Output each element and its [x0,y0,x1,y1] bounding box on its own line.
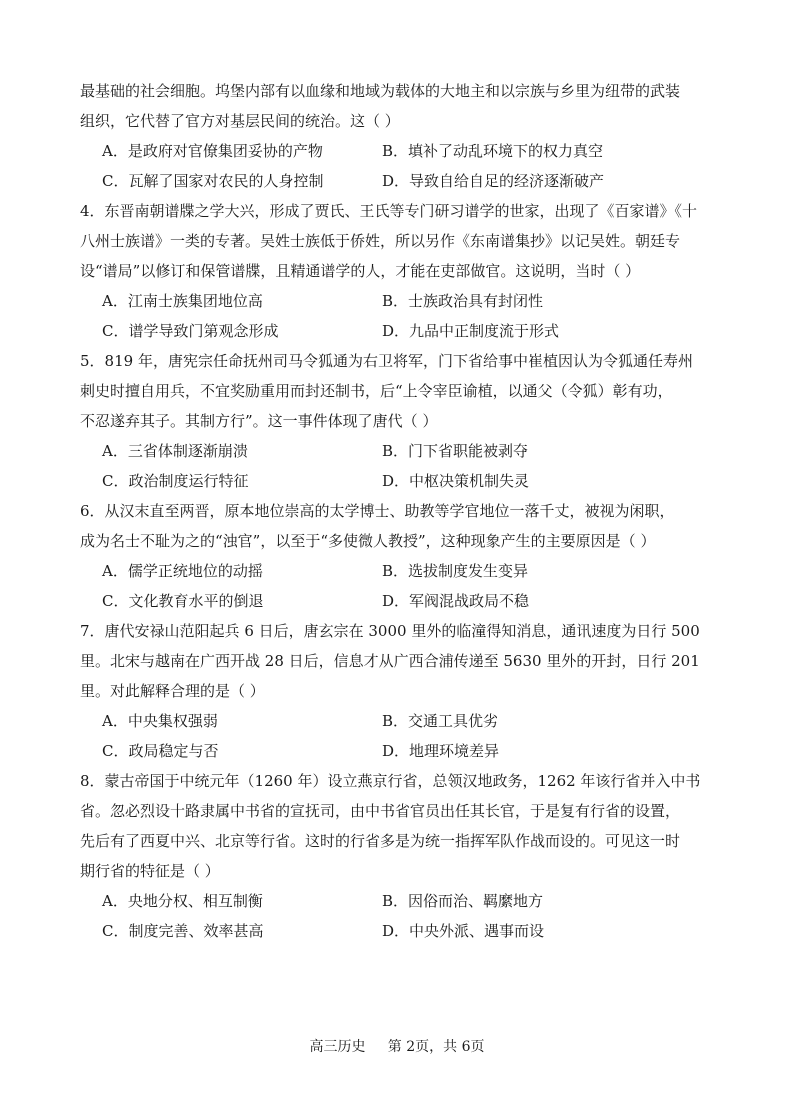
question-3-options [80,136,720,196]
question-8-line-3: 先后有了西夏中兴、北京等行省。这时的行省多是为统一指挥军队作战而设的。可见这一时 [80,832,681,850]
question-4 [80,196,720,346]
question-7-line-2: 里。北宋与越南在广西开战 28 日后，信息才从广西合浦传递至 5630 里外的开封，日行 201 [80,652,700,670]
question-8-option-b[interactable]: B．因俗而治、羁縻地方 [382,892,544,910]
question-7-line-1: 7．唐代安禄山范阳起兵 6 日后，唐玄宗在 3000 里外的临潼得知消息，通讯速度为日行 500 [80,622,700,640]
question-8-option-a[interactable]: A．央地分权、相互制衡 [102,892,263,910]
question-6-option-d[interactable]: D．军阀混战政局不稳 [382,592,530,610]
question-7-option-c[interactable]: C．政局稳定与否 [102,742,219,760]
question-5-option-a[interactable]: A．三省体制逐渐崩溃 [102,442,248,460]
question-7-option-d[interactable]: D．地理环境差异 [382,742,500,760]
question-3-line-2: 组织，它代替了官方对基层民间的统治。这（ ） [80,112,400,130]
question-6-options [80,556,720,616]
question-4-line-2: 八州士族谱》一类的专著。吴姓士族低于侨姓，所以另作《东南谱集抄》以记吴姓。朝廷专 [80,232,681,250]
question-8-option-c[interactable]: C．制度完善、效率甚高 [102,922,264,940]
question-6-option-b[interactable]: B．选拔制度发生变异 [382,562,529,580]
question-8-line-4: 期行省的特征是（ ） [80,862,220,880]
question-8-option-d[interactable]: D．中央外派、遇事而设 [382,922,545,940]
question-4-option-d[interactable]: D．九品中正制度流于形式 [382,322,560,340]
footer-page-info: 第 2页，共 6页 [387,1039,485,1055]
question-3-line-1: 最基础的社会细胞。坞堡内部有以血缘和地域为载体的大地主和以宗族与乡里为纽带的武装 [80,82,681,100]
page-footer [0,1037,794,1057]
question-5-options [80,436,720,496]
question-8-options [80,886,720,946]
question-5-option-b[interactable]: B．门下省职能被剥夺 [382,442,529,460]
question-8 [80,766,720,946]
question-7-options [80,706,720,766]
exam-page [80,76,720,946]
question-5-option-c[interactable]: C．政治制度运行特征 [102,472,249,490]
question-5-line-2: 刺史时擅自用兵，不宜奖励重用而封还制书，后“上令宰臣谕植，以通父（令狐）彰有功， [80,382,673,400]
question-3-continued [80,76,720,196]
question-3-option-d[interactable]: D．导致自给自足的经济逐渐破产 [382,172,605,190]
question-8-line-1: 8．蒙古帝国于中统元年（1260 年）设立燕京行省，总领汉地政务，1262 年该行省并入中书 [80,772,701,790]
question-7-option-a[interactable]: A．中央集权强弱 [102,712,218,730]
question-7 [80,616,720,766]
question-5-line-1: 5．819 年，唐宪宗任命抚州司马令狐通为右卫将军，门下省给事中崔植因认为令狐通任寿州 [80,352,693,370]
question-6-line-2: 成为名士不耻为之的“浊官”，以至于“多使微人教授”，这种现象产生的主要原因是（ ） [80,532,656,550]
question-4-line-3: 设“谱局”以修订和保管谱牒，且精通谱学的人，才能在吏部做官。这说明，当时（ ） [80,262,641,280]
question-4-option-a[interactable]: A．江南士族集团地位高 [102,292,263,310]
question-6 [80,496,720,616]
question-4-option-c[interactable]: C．谱学导致门第观念形成 [102,322,279,340]
question-4-line-1: 4．东晋南朝谱牒之学大兴，形成了贾氏、王氏等专门研习谱学的世家，出现了《百家谱》《十 [80,202,698,220]
question-6-line-1: 6．从汉末直至两晋，原本地位崇高的太学博士、助教等学官地位一落千丈，被视为闲职， [80,502,675,520]
question-6-option-a[interactable]: A．儒学正统地位的动摇 [102,562,263,580]
question-7-line-3: 里。对此解释合理的是（ ） [80,682,265,700]
question-5 [80,346,720,496]
question-6-option-c[interactable]: C．文化教育水平的倒退 [102,592,264,610]
question-7-option-b[interactable]: B．交通工具优劣 [382,712,499,730]
question-3-option-b[interactable]: B．填补了动乱环境下的权力真空 [382,142,604,160]
question-5-line-3: 不忍遂弃其子。其制方行”。这一事件体现了唐代（ ） [80,412,438,430]
question-5-option-d[interactable]: D．中枢决策机制失灵 [382,472,530,490]
footer-subject: 高三历史 [309,1039,366,1055]
question-8-line-2: 省。忽必烈设十路隶属中书省的宣抚司，由中书省官员出任其长官，于是复有行省的设置， [80,802,681,820]
question-3-option-c[interactable]: C．瓦解了国家对农民的人身控制 [102,172,324,190]
question-4-option-b[interactable]: B．士族政治具有封闭性 [382,292,544,310]
question-3-option-a[interactable]: A．是政府对官僚集团妥协的产物 [102,142,323,160]
question-4-options [80,286,720,346]
